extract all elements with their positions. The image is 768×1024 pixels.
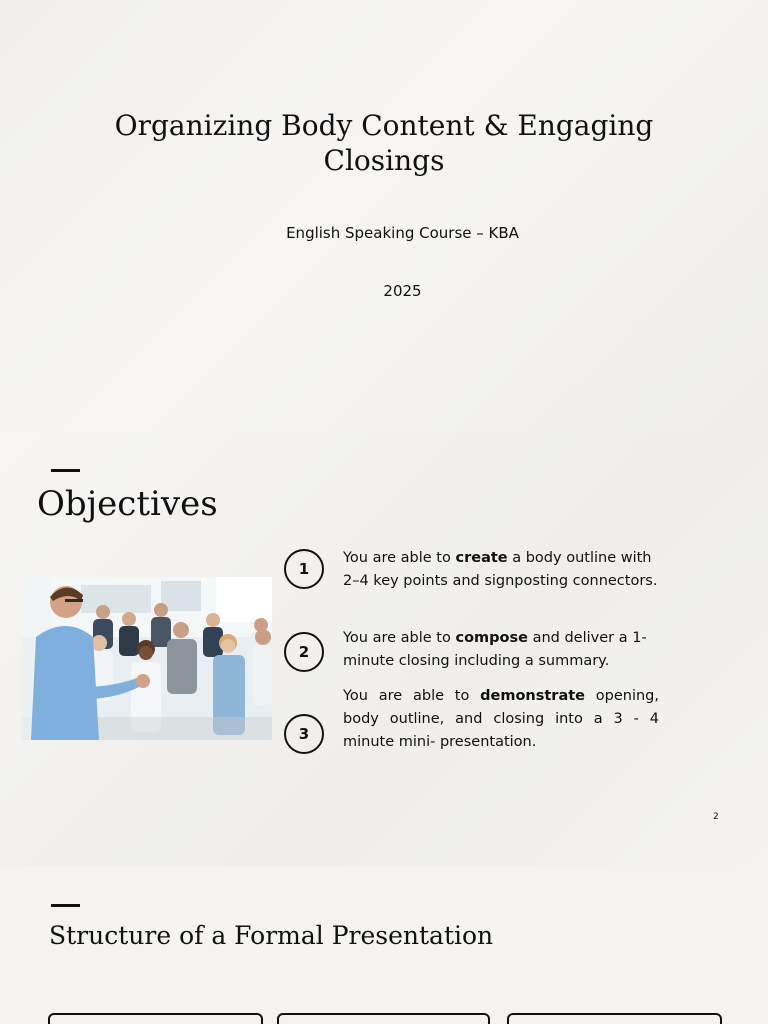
classroom-presentation-photo xyxy=(21,577,272,740)
objectives-heading: Objectives xyxy=(37,484,218,524)
course-subtitle: English Speaking Course – KBA xyxy=(286,224,519,242)
presentation-year: 2025 xyxy=(383,282,422,300)
objective-text: You are able to create a body outline with 2–4 key points and signposting connectors. xyxy=(343,550,658,589)
objective-text: You are able to compose and deliver a 1-minute closing including a summary. xyxy=(343,630,647,669)
objective-number-badge: 2 xyxy=(284,632,324,672)
structure-box xyxy=(277,1013,490,1024)
page-number: 2 xyxy=(713,812,719,822)
objectives-slide xyxy=(0,432,768,866)
objective-number-badge: 3 xyxy=(284,714,324,754)
structure-heading: Structure of a Formal Presentation xyxy=(49,921,494,950)
heading-accent-bar xyxy=(51,469,80,472)
structure-box xyxy=(507,1013,722,1024)
presentation-title: Organizing Body Content & Engaging Closings xyxy=(114,109,654,177)
structure-slide xyxy=(0,866,768,1024)
objective-text: You are able to demonstrate opening, body outline, and closing into a 3 - 4 minute mini- presentation. xyxy=(343,688,659,750)
heading-accent-bar xyxy=(51,904,80,907)
structure-box xyxy=(48,1013,263,1024)
title-slide xyxy=(0,0,768,432)
objective-number-badge: 1 xyxy=(284,549,324,589)
